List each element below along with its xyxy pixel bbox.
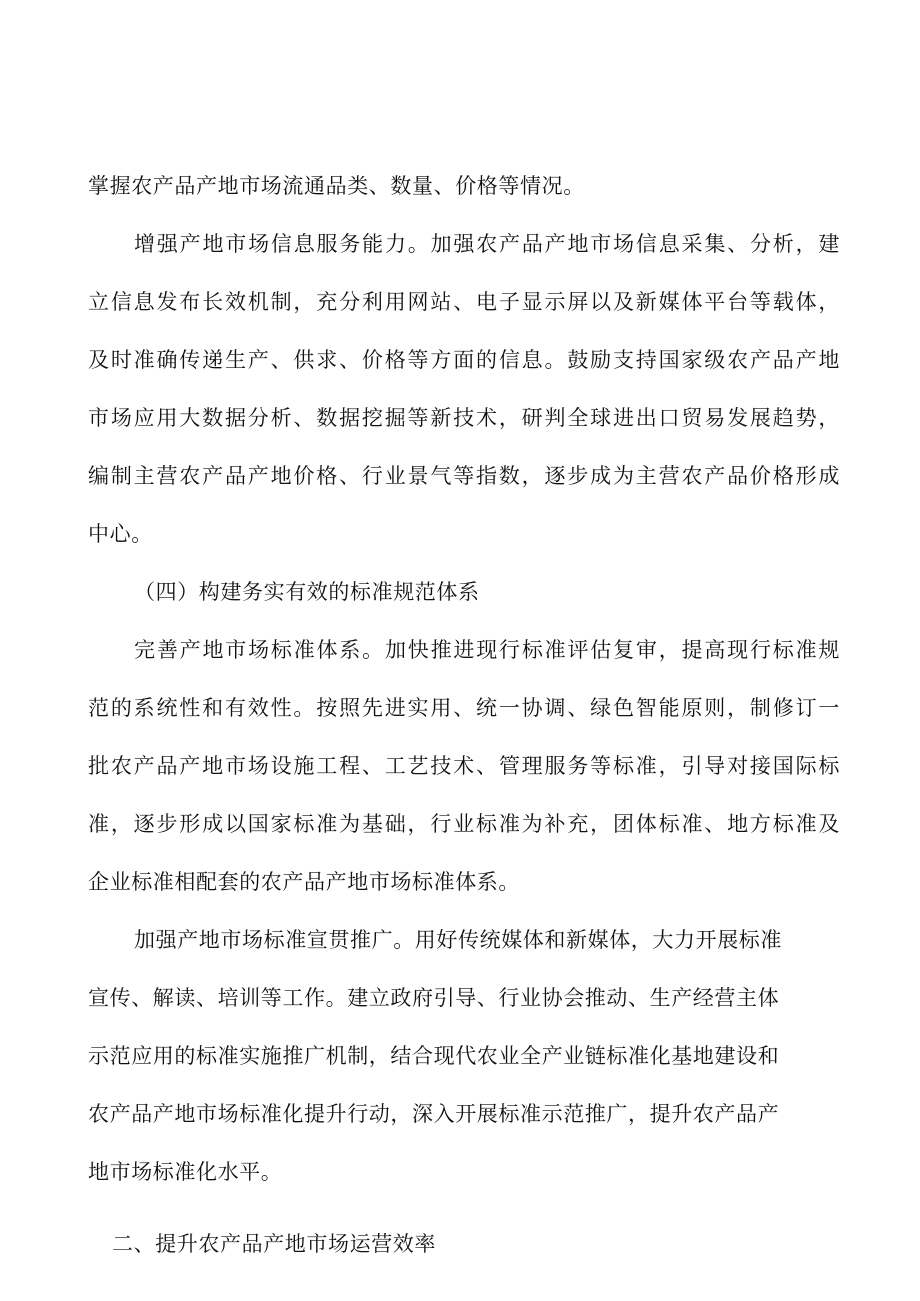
paragraph-line: 农产品产地市场标准化提升行动，深入开展标准示范推广，提升农产品产 bbox=[88, 1102, 780, 1126]
paragraph-line: 范的系统性和有效性。按照先进实用、统一协调、绿色智能原则，制修订一 bbox=[88, 696, 840, 720]
paragraph-line: 掌握农产品产地市场流通品类、数量、价格等情况。 bbox=[88, 174, 585, 198]
paragraph-line: 准，逐步形成以国家标准为基础，行业标准为补充，团体标准、地方标准及 bbox=[88, 812, 840, 836]
paragraph-line: 宣传、解读、培训等工作。建立政府引导、行业协会推动、生产经营主体 bbox=[88, 986, 780, 1010]
paragraph-line: 加强产地市场标准宣贯推广。用好传统媒体和新媒体，大力开展标准 bbox=[134, 928, 782, 952]
paragraph-line: 市场应用大数据分析、数据挖掘等新技术，研判全球进出口贸易发展趋势， bbox=[88, 406, 840, 430]
paragraph-line: 及时准确传递生产、供求、价格等方面的信息。鼓励支持国家级农产品产地 bbox=[88, 348, 840, 372]
section-heading: 二、提升农产品产地市场运营效率 bbox=[112, 1232, 436, 1256]
paragraph-line: 中心。 bbox=[88, 522, 153, 546]
paragraph-line: 示范应用的标准实施推广机制，结合现代农业全产业链标准化基地建设和 bbox=[88, 1044, 780, 1068]
paragraph-line: 企业标准相配套的农产品产地市场标准体系。 bbox=[88, 870, 520, 894]
section-subheading: （四）构建务实有效的标准规范体系 bbox=[134, 580, 480, 604]
paragraph-line: 批农产品产地市场设施工程、工艺技术、管理服务等标准，引导对接国际标 bbox=[88, 754, 840, 778]
paragraph-line: 立信息发布长效机制，充分利用网站、电子显示屏以及新媒体平台等载体， bbox=[88, 290, 840, 314]
paragraph-line: 完善产地市场标准体系。加快推进现行标准评估复审，提高现行标准规 bbox=[134, 638, 840, 662]
paragraph-line: 增强产地市场信息服务能力。加强农产品产地市场信息采集、分析，建 bbox=[134, 232, 840, 256]
paragraph-line: 地市场标准化水平。 bbox=[88, 1160, 283, 1184]
paragraph-line: 编制主营农产品产地价格、行业景气等指数，逐步成为主营农产品价格形成 bbox=[88, 464, 840, 488]
